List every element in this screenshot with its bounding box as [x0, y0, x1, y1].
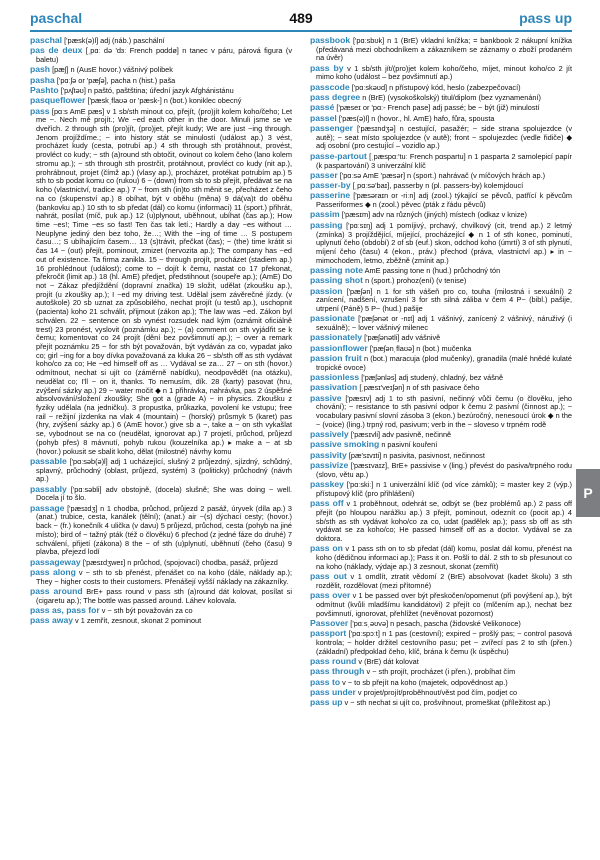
entry-definition: ['pæsɪdʒ] n 1 chodba, průchod, průjezd 2 pasáž, úryvek (díla ap.) 3 (anat.) trubice, cesta, kanálek (tělní); (anat.) air ~(s) dýchací cesty; (hovor.) back ~ (fr.) konečník 4 ulička (v davu) 5 průjezd, průchod, cesta (pohyb na jiné místo); bird of ~ tažný pták (též o člověku) 6 přechod (z jedné fáze do druhé) 7 schválení, přijetí (zákona) 8 the ~ of sth (u)plynutí, uběhnutí (čeho (času) 9 plavba, přejezd lodí	[36, 503, 292, 557]
entry-headword: passé	[310, 102, 335, 113]
entry-headword: passion fruit	[310, 353, 362, 363]
dictionary-entry	[310, 83, 572, 93]
entry-definition: ['pæseɪ or 'pɑː- French pase] adj passé; be ~ být (již) minulostí	[336, 103, 540, 113]
entry-definition: ['pɑːspɔːt] n 1 pas (cestovní); expired ~ prošlý pas; ~ control pasová kontrola; ~ holder držitel cestovního pasu; pet ~ zvířecí pas 2 to sth (přen.) (základní) předpoklad čeho, klíč, brána k čemu (k úspěchu)	[316, 629, 572, 656]
header-rule	[30, 30, 572, 32]
dictionary-entry	[310, 344, 572, 354]
entry-definition: v ~ sth projít, procházet (i přen.), probíhat čím	[366, 667, 516, 677]
entry-definition: [ˌpæsɪ'veɪʃən] n of sth pasivace čeho	[359, 383, 480, 393]
entry-definition: ['pæskˌflaʊə or 'pæsk-] n (bot.) koniklec obecný	[87, 96, 242, 106]
dictionary-entry	[310, 287, 572, 314]
dictionary-entry	[30, 86, 292, 96]
entry-headword: passenger	[310, 123, 353, 134]
dictionary-entry	[310, 266, 572, 276]
entry-definition: ['pæsɪdʒweɪ] n průchod, (spojovací) chodba, pasáž, průjezd	[82, 557, 278, 567]
entry-definition: n pasivní kouření	[381, 440, 438, 450]
entry-definition: [ˌpɑːsə'baɪ], passerby n (pl. passers-by) kolemjdoucí	[352, 181, 524, 191]
entry-headword: pash	[30, 64, 51, 75]
dictionary-entry	[310, 698, 572, 708]
dictionary-entry	[30, 485, 292, 503]
entry-headword: passer-by	[310, 180, 351, 191]
dictionary-entry	[310, 114, 572, 124]
letter-thumb-tab: P	[576, 469, 600, 517]
entry-headword: passer	[310, 169, 338, 180]
entry-definition: ['pæsɪvli] adv pasivně, nečinně	[350, 430, 452, 440]
entry-headword: passivation	[310, 382, 358, 393]
entry-headword: passport	[310, 628, 347, 639]
entry-headword: passionate	[310, 313, 355, 324]
entry-headword: Pashto	[30, 84, 59, 95]
entry-definition: [ˌpɑː də 'dɜː French pɑddø] n tanec v páru, párová figura (v baletu)	[36, 46, 292, 65]
entry-definition: ['pɑːskəʊd] n přístupový kód, heslo (zabezpečovací)	[351, 82, 521, 92]
dictionary-entry	[310, 678, 572, 688]
entry-headword: passably	[30, 483, 67, 494]
entry-definition: ['pæsɪvaɪz], BrE+ passivise v (ling.) převést do pasiva/trpného rodu (slovo, větu ap.)	[316, 461, 572, 479]
dictionary-entry	[310, 499, 572, 544]
dictionary-entry	[310, 451, 572, 461]
entry-definition: v 1 sb/sth jít/(pro)jet kolem koho/čeho, míjet, minout koho/co 2 jít mimo koho (událost – bez povšimnutí ap.)	[316, 63, 572, 82]
entry-definition: v 1 proběhnout, odehrát se, odbýt se (bez problémů ap.) 2 pass off přejít (po hloupou narážku ap.) 3 přejít, pominout, odeznít co (pocit ap.) 4 sb/sth as sth vydávat koho/co za co, udat (padělek ap.); pass sb off as sth vydávat se za koho/co; He passed himself off as a doctor. Vydával se za doktora.	[316, 499, 572, 543]
entry-definition: ['pɑːskiː] n 1 univerzální klíč (od více zámků); = master key 2 (výp.) přístupový klíč (pro přihlášení)	[316, 480, 572, 498]
entry-definition: ['pɑːsbʊk] n 1 (BrE) vkladní knížka; = bankbook 2 nákupní knížka (předávaná mezi obchodníkem a zákazníkem se záznamy o zboží prodaném na úvěr)	[316, 36, 572, 63]
entry-definition: v ~ sth nechat si ujít co, prošvihnout, promeškat (příležitost ap.)	[344, 698, 551, 708]
entry-definition: [ˌpæspɑː'tuː French pɑspartu] n 1 pasparta 2 samolepicí papír (k paspartování) 3 univerzální klíč	[316, 151, 572, 170]
dictionary-entry	[30, 36, 292, 46]
entry-headword: pasqueflower	[30, 95, 86, 106]
dictionary-entry	[30, 568, 292, 586]
entry-headword: pass to	[310, 676, 341, 687]
entry-headword: passerine	[310, 190, 351, 201]
dictionary-entry	[310, 480, 572, 498]
dictionary-entry	[30, 558, 292, 568]
page-header	[30, 10, 572, 30]
last-headword-guide: pass up	[519, 10, 572, 26]
dictionary-entry	[310, 544, 572, 571]
entry-headword: pass off	[310, 498, 344, 509]
entry-headword: passim	[310, 209, 340, 220]
dictionary-entry	[310, 430, 572, 440]
dictionary-entry	[310, 103, 572, 113]
entry-definition: ['pæʃənətli] adv vášnivě	[364, 333, 441, 343]
dictionary-entry	[30, 96, 292, 106]
entry-headword: pass round	[310, 655, 357, 666]
entry-definition: [pæʃ] n (AusE hovor.) vášnivý polibek	[52, 65, 173, 75]
entry-headword: pass up	[310, 697, 343, 708]
dictionary-entry	[310, 210, 572, 220]
entry-headword: passable	[30, 455, 67, 466]
entry-headword: passing	[310, 219, 343, 230]
entry-definition: ['pɑːsəb(ə)l] adj 1 ucházející, slušný 2 průjezdný, sjízdný, schůdný, splavný, průchodný (oblast, průjezd, systém) 3 (politicky) průchodný (návrh ap.)	[36, 456, 292, 484]
page-number: 489	[289, 10, 313, 26]
entry-definition: v ~ sth to sb přenést, přenášet co na koho (dále, náklady ap.); They ~ higher costs to their customers. Přenášejí vyšší náklady na zákazníky.	[36, 567, 292, 586]
entry-headword: passion	[310, 285, 343, 296]
entry-definition: ['pɑːsə AmE 'pæsər] n (sport.) nahrávač (v míčových hrách ap.)	[339, 170, 546, 180]
entry-headword: passcode	[310, 81, 350, 92]
entry-definition: ['pæsɪndʒə] n cestující, pasažér; ~ side strana spolujezdce (v autě); ~ seat místo spolujezdce (v autě); front ~ spolujezdec (vedle řidiče) ◆ adj osobní (pro cestující – vozidlo ap.)	[316, 124, 572, 151]
entry-definition: ['pæʃənət or -nɪt] adj 1 vášnivý, zanícený 2 vášnivý, náruživý (i sexuálně); ~ lover vášnivý milenec	[316, 314, 572, 333]
dictionary-entry	[30, 65, 292, 75]
dictionary-entry	[310, 93, 572, 103]
dictionary-entry	[310, 191, 572, 209]
first-headword-guide: paschal	[30, 10, 83, 26]
entry-headword: pass over	[310, 590, 351, 601]
dictionary-entry	[30, 606, 292, 616]
entry-headword: pass	[30, 105, 50, 116]
entry-definition: n (sport.) prohoz(ení) (v tenise)	[365, 276, 467, 286]
dictionary-entry	[310, 373, 572, 383]
entry-headword: pas de deux	[30, 45, 83, 56]
dictionary-entry	[310, 64, 572, 82]
entry-headword: passionately	[310, 332, 363, 343]
dictionary-entry	[310, 354, 572, 372]
entry-definition: n (bot.) maracuja (plod mučenky), granadila (malé hnědé kulaté tropické ovoce)	[316, 354, 572, 372]
entry-definition: AmE passing tone n (hud.) průchodný tón	[364, 265, 501, 275]
entry-definition: v 1 be passed over být přeskočen/opomenut (při povýšení ap.), být odmítnut (kvůli mladšímu kandidátovi) 2 přejít co (mlčením ap.), nechat bez povšimnutí, ignorovat, přehlížet (nevěnovat pozornost)	[316, 591, 572, 618]
entry-headword: passivity	[310, 449, 347, 460]
entry-headword: pass through	[310, 666, 365, 677]
entry-definition: ['pɑːsˌəʊvə] n pesach, pascha (židovské Velikonoce)	[350, 618, 521, 628]
entry-definition: ['pæʃənˌflaʊə] n (bot.) mučenka	[369, 343, 472, 353]
entry-definition: ['pæsɪv] adj 1 to sth pasivní, nečinný vůči čemu (o člověku, jeho chování); ~ resistance to sth pasivní odpor k čemu 2 pasivní (činnost ap.); ~ vocabulary pasivní slovní zásoba 3 (ekon.) bezúročný, nenesoucí úrok ◆ n the ~ (voice) (ling.) trpný rod, pasivum; verb in the ~ sloveso v trpném rodě	[316, 393, 572, 429]
entry-headword: passionless	[310, 372, 360, 383]
entry-headword: paschal	[30, 36, 63, 45]
entry-headword: pass away	[30, 615, 73, 626]
entry-headword: passive	[310, 392, 342, 403]
entry-headword: pass degree	[310, 92, 361, 103]
dictionary-entry	[310, 657, 572, 667]
dictionary-entry	[310, 667, 572, 677]
entry-definition: v 1 pass sth on to sb předat (dál) komu, poslat dál komu, přenést na koho (dědičnou informaci ap.); Pass it on. Pošli to dál. 2 sth to sb přesunout co na koho (náklady, výdaje ap.) 3 zesnout, skonat (zemřít)	[316, 544, 572, 571]
entry-definition: [pæ'sɪvɪti] n pasivita, pasivnost, nečinnost	[348, 450, 485, 460]
entry-definition: BrE+ pass round v pass sth (a)round dát kolovat, posílat si (cigaretu ap.); The bottle was passed around. Láhev kolovala.	[36, 586, 292, 605]
right-column	[310, 36, 572, 854]
entry-definition: ['pɑːʃə or 'pæʃə], pacha n (hist.) paša	[56, 75, 176, 85]
dictionary-entry	[310, 124, 572, 151]
entry-definition: ['pʌʃtəʊ] n paštó, paštština; úřední jazyk Afghánistánu	[60, 85, 234, 95]
entry-definition: ['pæʃən] n 1 for sth vášeň pro co, touha (milostná i sexuální) 2 zanícení, nadšení, vzrušení 3 for sth silná záliba v čem 4 P~ (bibl.) pašije, utrpení (Páně) 5 P~ (hud.) pašije	[316, 286, 572, 314]
dictionary-entry	[310, 36, 572, 63]
entry-headword: passkey	[310, 479, 344, 490]
entry-definition: ['pæsk(ə)l] adj (náb.) paschální	[64, 36, 165, 45]
entry-headword: passive smoking	[310, 439, 380, 450]
entry-definition: v 1 omdlít, ztratit vědomí 2 (BrE) absolvovat (kadet školu) 3 sth rozdělit, rozdělovat (mezi přítomné)	[316, 572, 572, 590]
entry-headword: passbook	[310, 36, 351, 45]
entry-headword: pass out	[310, 571, 347, 582]
entry-definition: v ~ sth být považován za co	[101, 606, 193, 615]
entry-headword: passel	[310, 112, 337, 123]
dictionary-entry	[310, 276, 572, 286]
entry-definition: ['pɑːsəbli] adv obstojně, (docela) slušně; She was doing ~ well. Docela jí to šlo.	[36, 484, 292, 503]
entry-headword: passage	[30, 502, 65, 513]
dictionary-entry	[30, 46, 292, 64]
entry-headword: Passover	[310, 617, 349, 628]
entry-definition: ['pæʃənləs] adj studený, chladný, bez vášně	[361, 373, 504, 383]
entry-headword: pass on	[310, 543, 343, 554]
entry-headword: pass along	[30, 566, 76, 577]
entry-headword: passively	[310, 429, 349, 440]
entry-definition: v 1 zemřít, zesnout, skonat 2 pominout	[75, 616, 202, 626]
entry-definition: v (BrE) dát kolovat	[358, 656, 419, 666]
entry-headword: passionflower	[310, 342, 368, 353]
dictionary-entry	[310, 314, 572, 332]
dictionary-entry	[30, 76, 292, 86]
dictionary-entry	[310, 688, 572, 698]
entry-definition: [pɑːs AmE pæs] v 1 sb/sth minout co, přejít, (pro)jít kolem koho/čeho; Let me ~. Nech mě projít.; We ~ed each other in the door. Minuli jsme se ve dveřích. 2 through sth (pro)jít, (pro)jet, přejít kudy; We are just ~ing through. Jenom projíždíme.; ~ into history stát se minulostí (událost ap.) 3 vést, procházet kudy (cesta, potrubí ap.) 4 sth through sth protáhnout, provést, provléct co kudy; ~ sth (a)round sth obtočit, ovinout co kolem čeho (lano kolem stromu ap.); ~ sth through sth prostrčit, protáhnout, provléct co kudy (nit ap.), prohrábnout, projet (čímž ap.) (vlasy ap.), procházet, protékat potrubím ap.) 5 sth to sb podat komu co (rukou) 6 ~ (down) from sb to sb přejít, předávat se na koho (vlastnictví, tradice ap.) 7 ~ from sth (in)to sth měnit se, přecházet z čeho na co (skupenství ap.) 8 obíhat, být v oběhu (měna) 9 dá(va)t do oběhu (bankovku ap.) 10 sth to sb předat (dál) co komu (informaci) 11 (sport.) přihrát, nahrát, posílat (míč, puk ap.) 12 (u)plynout, uběhnout, ubíhat (čas ap.); How time ~es!; Time ~es so fast! Ten čas tak letí.; Hardly a day ~es without … Neuplyne jediný den bez toho, že…; With the ~ing of time … S postupem času…; S ubíhajícím časem… 13 (s)trávit, přečkat (čas); ~ (the) time krátit si čas 14 ~ (out) přejít, pominout, zmizet (nervozita ap.); The company has ~ed out of existence. Ta firma zanikla. 15 ~ through projít, procházet (stadiem ap.) 16 prohlédnout (událost); come to ~ dojít k čemu, nastat co 17 překonat, překročit (limit ap.) 18 (hl. AmE) předjet, předstihnout (soupeře ap.); (AmE) Do not ~ Zákaz předjíždění (dopravní značka) 19 složit, udělat (zkoušku ap.), projít (u zkoušky ap.); I ~ed my driving test. Udělal jsem závěrečné jízdy. (v autoškole) 20 sb uznat za způsobilého, nechat projít (u testů ap.), uschopnit (pacienta) koho 21 schválit, přijmout (zákon ap.); The law was ~ed. Zákon byl schválen. 22 ~ sentence on sb vynést rozsudek nad kým (oznámit oficiálně trest) 23 pronést, vyslovit (poznámku ap.); ~ (a) comment on sth vyjádřit se k čemu; komentovat co 24 projít (dění bez povšimnutí ap.); ~ over a remark přejít poznámku 25 ~ for sth být považován, být vydáván za co, vypadat jako co; girl ~ing for a boy dívka považovaná za kluka 26 ~ sb/sth off as sth vydávat koho/co za co; He ~ed himself off as … Vydával se za… 27 ~ on sth (hovor.) odmítnout, nechat si ujít co (záměrně nabídku), neodpovědět (na otázku), neudělat co; I'll ~ on it, thanks. To nemusím, dík. 28 (karty) pasovat (hru, zvýšení sázky ap.) 29 ~ water močit ◆ n 1 přihrávka, nahrávka, pas 2 úspěšné absolvování/složení zkoušky; She got a (grade A) ~ in physics. Zkoušku z fyziky udělala (na jedničku). 3 propustka, průkazka, povolení ke vstupu; free rail ~ režijní jízdenka na vlak 4 (mountain) ~ (horský) průsmyk 5 (karet) pas (hry, zvýšení sázky ap.) 6 (AmE hovor.) give sb a ~, take a ~ on sth vykašlat se, vybodnout se na co (neudělat, ignorovat ap.) 7 projetí, průchod, průjezd (pohyb přes) 8 mávnutí, pohyb rukou (kouzelníka ap.) ▸ make a ~ at sb (hovor.) pokusit se sbalit koho, dělat (milostné) návrhy komu	[36, 106, 292, 456]
left-column	[30, 36, 292, 854]
entry-headword: passageway	[30, 556, 81, 567]
entry-definition: ['pæs(ə)l] n (hovor., hl. AmE) hafo, fůra, spousta	[338, 113, 495, 123]
entry-definition: v ~ to sb přejít na koho (majetek, odpovědnost ap.)	[342, 677, 508, 687]
entry-headword: passivize	[310, 460, 349, 471]
entry-definition: v projet/projít/proběhnout/věst pod čím, podjet co	[357, 687, 518, 697]
dictionary-entry	[30, 107, 292, 457]
dictionary-entry	[310, 461, 572, 479]
entry-definition: ['pæsɪm] adv na různých (jiných) místech (odkaz v knize)	[341, 210, 527, 220]
entry-headword: pasha	[30, 74, 55, 85]
dictionary-entry	[310, 221, 572, 266]
entry-definition: ['pɑːsɪŋ] adj 1 pomíjivý, prchavý, chvilkový (cit, trend ap.) 2 letmý (zmínka) 3 projíždějící, míjející, procházející ◆ n 1 of sth konec, pominutí, uplynutí čeho (období) 2 of sb (euf.) skon, odchod koho (úmrtí) 3 of sth plynutí, míjení čeho (času) 4 (ekon., práv.) přechod (práva, vlastnictví ap.) ▸ in ~ mimochodem, letmo, zběžně (zmínit ap.)	[316, 220, 572, 265]
dictionary-entry	[310, 572, 572, 590]
dictionary-entry	[30, 457, 292, 484]
dictionary-entry	[30, 504, 292, 557]
dictionary-entry	[310, 394, 572, 430]
dictionary-entry	[310, 629, 572, 656]
entry-headword: passing shot	[310, 275, 364, 286]
entry-headword: pass by	[310, 62, 344, 73]
entry-headword: passe-partout	[310, 150, 367, 161]
dictionary-entry	[310, 152, 572, 170]
dictionary-entry	[310, 591, 572, 618]
entry-headword: passing note	[310, 264, 364, 275]
dictionary-entry	[30, 587, 292, 605]
dictionary-entry	[310, 440, 572, 450]
entry-headword: pass as, pass for	[30, 605, 100, 615]
entry-definition: n (BrE) (vysokoškolský) titul/diplom (bez vyznamenání)	[362, 93, 541, 103]
dictionary-entry	[310, 333, 572, 343]
dictionary-entry	[310, 619, 572, 629]
entry-definition: ['pæsəraɪn or -riːn] adj (zool.) týkající se pěvců, patřící k pěvcům Passeriformes ◆ n (zool.) pěvec (pták z řádu pěvců)	[316, 191, 572, 210]
dictionary-entry	[310, 383, 572, 393]
entry-headword: pass around	[30, 585, 83, 596]
dictionary-entry	[310, 171, 572, 181]
dictionary-entry	[30, 616, 292, 626]
dictionary-entry	[310, 181, 572, 191]
entry-headword: pass under	[310, 686, 356, 697]
